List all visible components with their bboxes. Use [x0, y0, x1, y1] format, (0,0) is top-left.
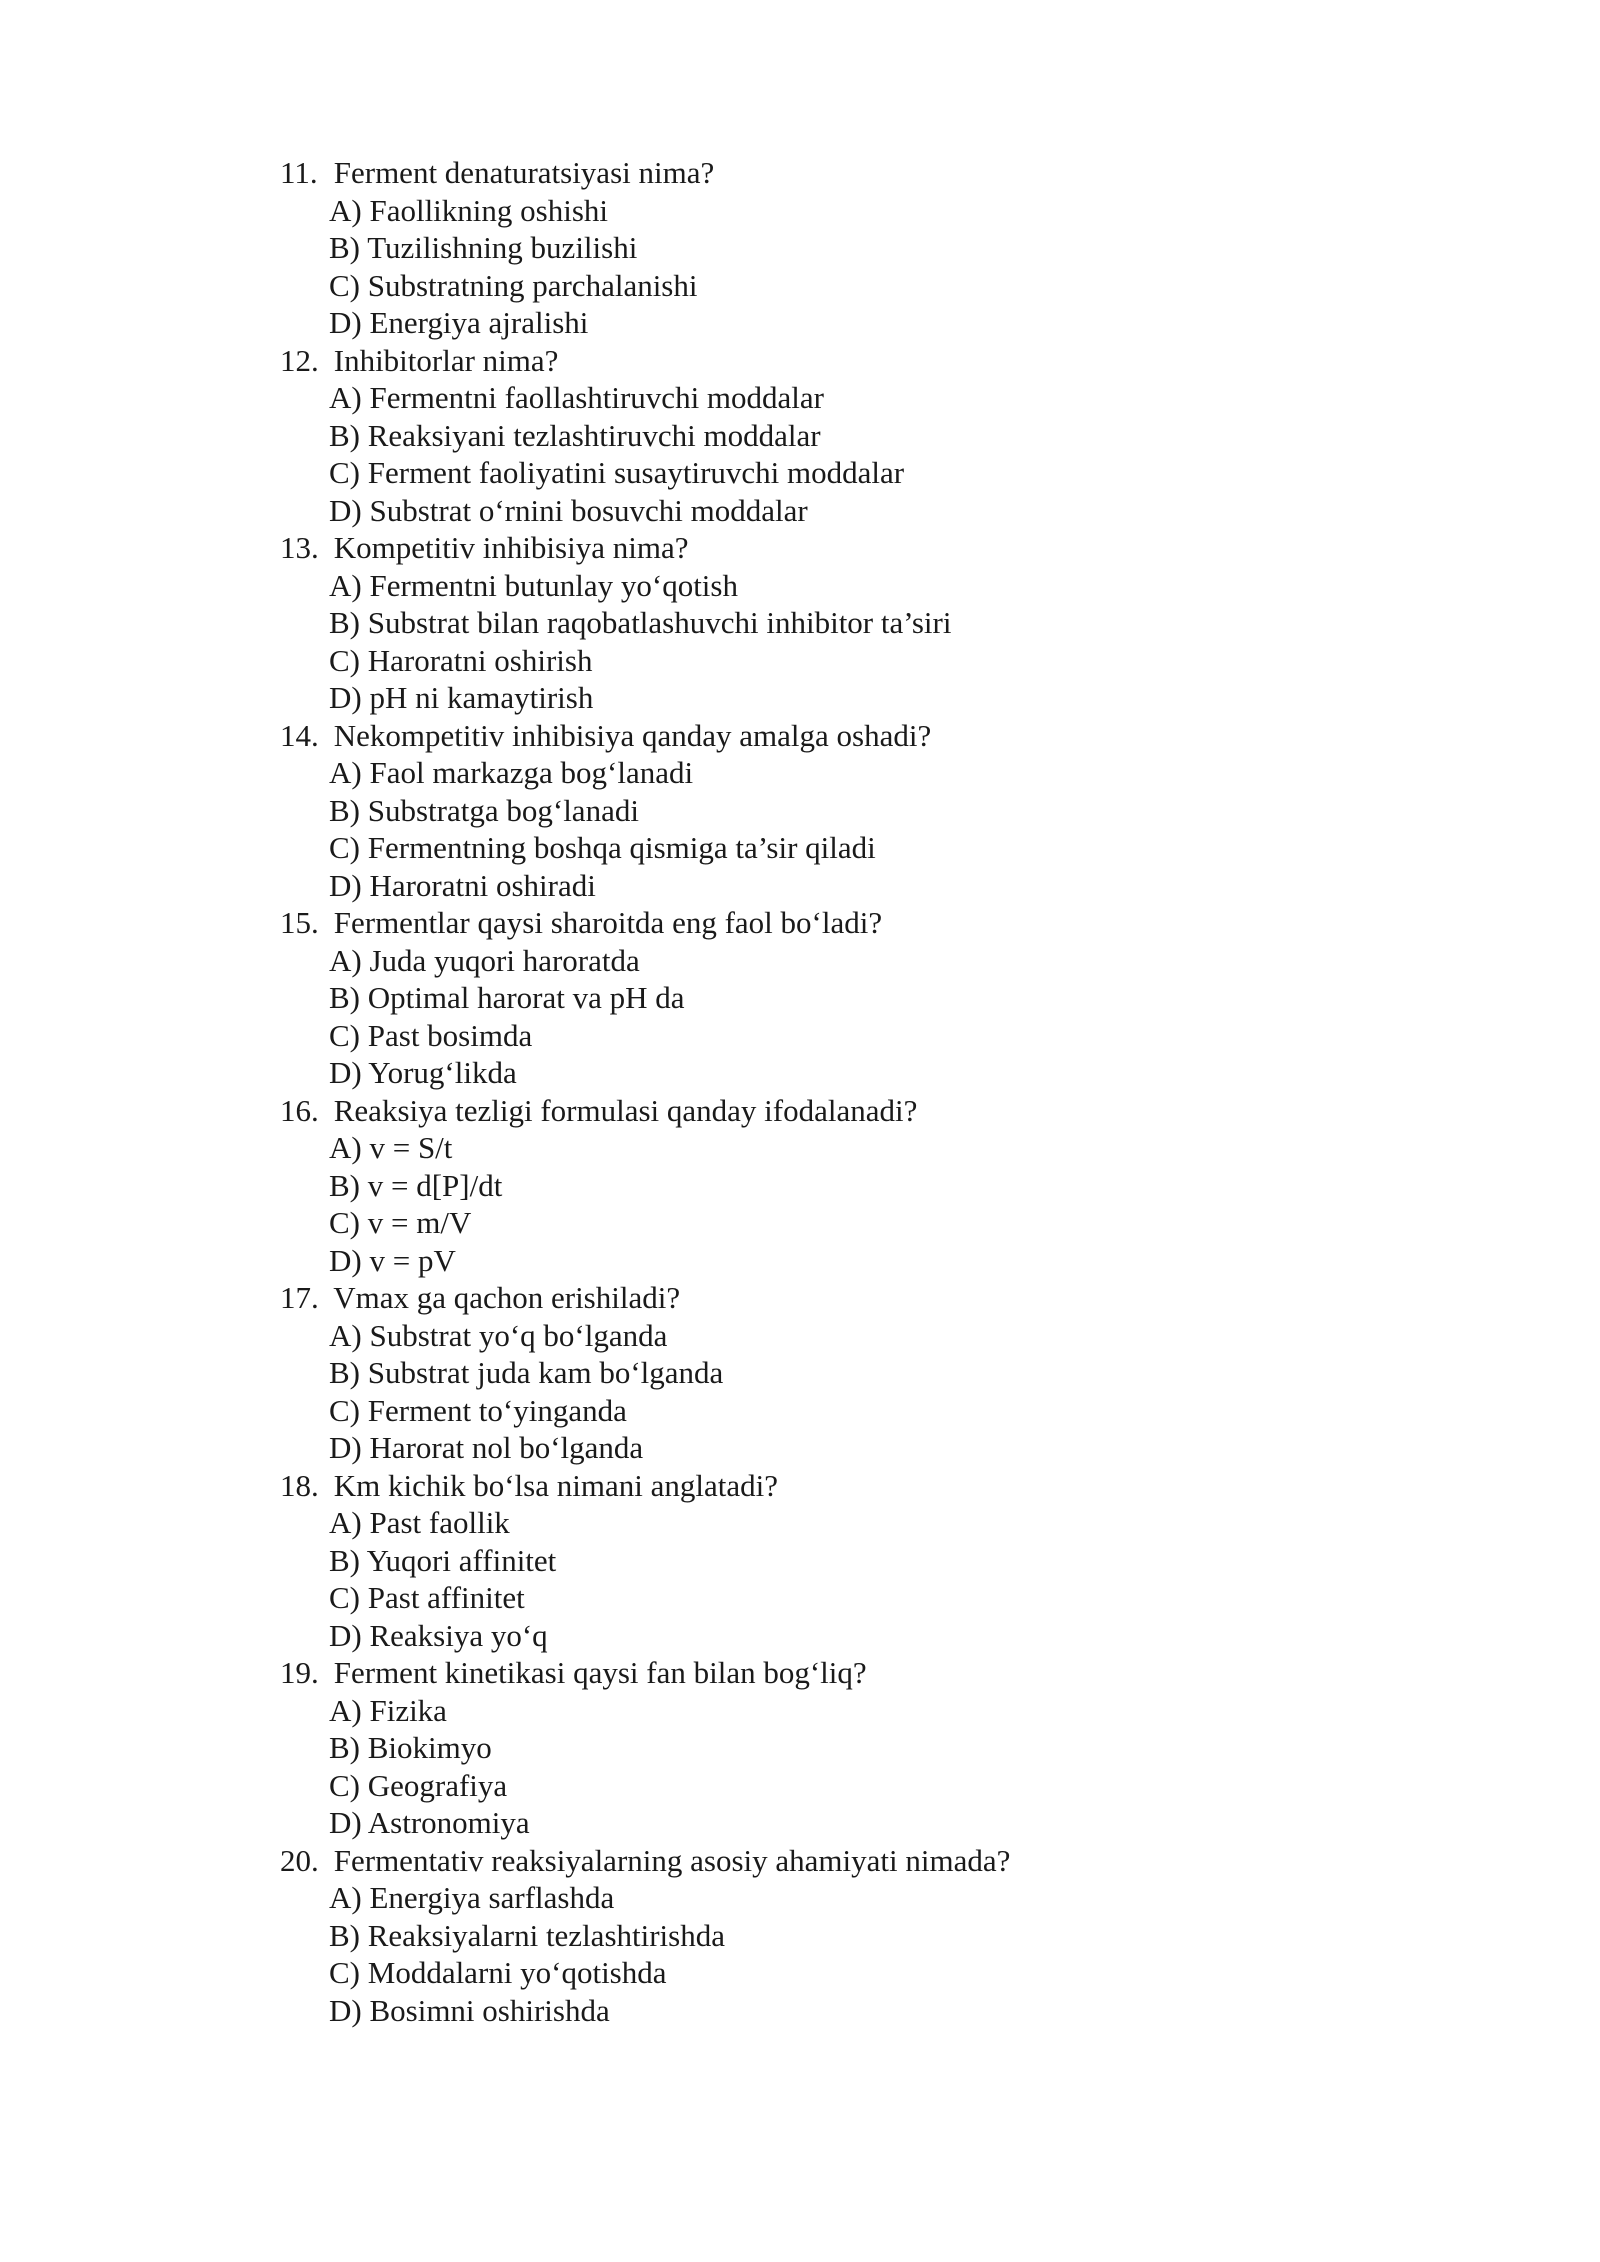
question-line: [280, 1467, 1380, 1505]
question-line: [280, 529, 1380, 567]
answer-option: A) Fermentni butunlay yo‘qotish: [329, 567, 738, 603]
answer-option: D) v = pV: [329, 1242, 456, 1278]
answer-options: [280, 942, 1380, 1092]
question-line: [280, 1654, 1380, 1692]
answer-option: C) Ferment faoliyatini susaytiruvchi moddalar: [329, 455, 905, 490]
question-block: [280, 1279, 1380, 1467]
answer-option: C) Haroratni oshirish: [329, 642, 593, 678]
question-number: 11.: [280, 155, 318, 190]
question-line: [280, 904, 1380, 942]
answer-option: B) Substrat bilan raqobatlashuvchi inhibitor ta’siri: [329, 605, 952, 640]
answer-option: B) Reaksiyani tezlashtiruvchi moddalar: [329, 417, 821, 453]
question-block: [280, 154, 1380, 342]
answer-option: C) Substratning parchalanishi: [329, 267, 698, 303]
answer-option: C) v = m/V: [329, 1205, 472, 1240]
answer-option: D) Reaksiya yo‘q: [329, 1617, 548, 1653]
question-text: Reaksiya tezligi formulasi qanday ifodalanadi?: [333, 1092, 918, 1128]
answer-option: A) Energiya sarflashda: [329, 1880, 615, 1915]
answer-option: C) Ferment to‘yinganda: [329, 1392, 627, 1428]
answer-options: [280, 1129, 1380, 1279]
answer-options: [280, 754, 1380, 904]
question-block: [280, 717, 1380, 905]
answer-option: B) Biokimyo: [329, 1730, 492, 1765]
question-text: Ferment denaturatsiyasi nima?: [333, 155, 715, 190]
answer-option: D) Energiya ajralishi: [329, 305, 589, 340]
question-block: [280, 1842, 1380, 2030]
question-number: 13.: [280, 530, 319, 565]
answer-option: C) Past affinitet: [329, 1580, 525, 1615]
question-number: 12.: [280, 342, 319, 378]
question-text: Nekompetitiv inhibisiya qanday amalga oshadi?: [333, 717, 932, 753]
answer-option: A) Substrat yo‘q bo‘lganda: [329, 1317, 668, 1353]
answer-options: [280, 192, 1380, 342]
answer-option: B) v = d[P]/dt: [329, 1167, 503, 1203]
answer-option: B) Optimal harorat va pH da: [329, 980, 685, 1015]
answer-option: B) Substratga bog‘lanadi: [329, 792, 639, 828]
question-number: 20.: [280, 1842, 319, 1878]
question-number: 15.: [280, 905, 319, 940]
answer-option: B) Reaksiyalarni tezlashtirishda: [329, 1917, 725, 1953]
question-line: [280, 717, 1380, 755]
answer-options: [280, 379, 1380, 529]
question-block: [280, 1467, 1380, 1655]
answer-option: D) Yorug‘likda: [329, 1055, 517, 1090]
question-line: [280, 1279, 1380, 1317]
question-line: [280, 154, 1380, 192]
answer-option: A) Fermentni faollashtiruvchi moddalar: [329, 380, 825, 415]
question-number: 18.: [280, 1467, 319, 1503]
question-text: Inhibitorlar nima?: [333, 342, 559, 378]
question-number: 16.: [280, 1092, 319, 1128]
answer-option: A) Fizika: [329, 1692, 447, 1728]
answer-option: A) Faol markazga bog‘lanadi: [329, 755, 694, 790]
answer-option: D) Bosimni oshirishda: [329, 1992, 610, 2028]
question-block: [280, 1654, 1380, 1842]
answer-option: D) pH ni kamaytirish: [329, 680, 594, 715]
answer-option: A) Past faollik: [329, 1505, 510, 1540]
answer-options: [280, 1692, 1380, 1842]
question-line: [280, 1092, 1380, 1130]
answer-option: C) Fermentning boshqa qismiga ta’sir qiladi: [329, 830, 876, 865]
answer-option: D) Astronomiya: [329, 1805, 530, 1840]
answer-option: B) Yuqori affinitet: [329, 1542, 557, 1578]
question-text: Vmax ga qachon erishiladi?: [333, 1280, 681, 1315]
answer-options: [280, 1317, 1380, 1467]
answer-options: [280, 1504, 1380, 1654]
question-text: Km kichik bo‘lsa nimani anglatadi?: [333, 1467, 778, 1503]
question-number: 17.: [280, 1280, 319, 1315]
question-block: [280, 342, 1380, 530]
answer-option: D) Haroratni oshiradi: [329, 867, 596, 903]
answer-options: [280, 567, 1380, 717]
question-number: 19.: [280, 1655, 319, 1690]
answer-option: C) Moddalarni yo‘qotishda: [329, 1955, 667, 1990]
question-line: [280, 1842, 1380, 1880]
answer-option: A) Juda yuqori haroratda: [329, 942, 640, 978]
question-block: [280, 904, 1380, 1092]
answer-option: D) Substrat o‘rnini bosuvchi moddalar: [329, 492, 808, 528]
question-block: [280, 529, 1380, 717]
question-block: [280, 1092, 1380, 1280]
question-text: Fermentativ reaksiyalarning asosiy ahamiyati nimada?: [333, 1842, 1011, 1878]
answer-option: D) Harorat nol bo‘lganda: [329, 1430, 644, 1465]
question-list: [280, 154, 1380, 2029]
question-text: Kompetitiv inhibisiya nima?: [333, 530, 689, 565]
question-number: 14.: [280, 717, 319, 753]
answer-options: [280, 1879, 1380, 2029]
question-line: [280, 342, 1380, 380]
answer-option: A) Faollikning oshishi: [329, 192, 609, 228]
answer-option: C) Geografiya: [329, 1767, 508, 1803]
question-text: Fermentlar qaysi sharoitda eng faol bo‘ladi?: [333, 905, 883, 940]
answer-option: C) Past bosimda: [329, 1017, 533, 1053]
question-text: Ferment kinetikasi qaysi fan bilan bog‘liq?: [333, 1655, 867, 1690]
answer-option: A) v = S/t: [329, 1130, 453, 1165]
answer-option: B) Substrat juda kam bo‘lganda: [329, 1355, 724, 1390]
answer-option: B) Tuzilishning buzilishi: [329, 230, 638, 265]
